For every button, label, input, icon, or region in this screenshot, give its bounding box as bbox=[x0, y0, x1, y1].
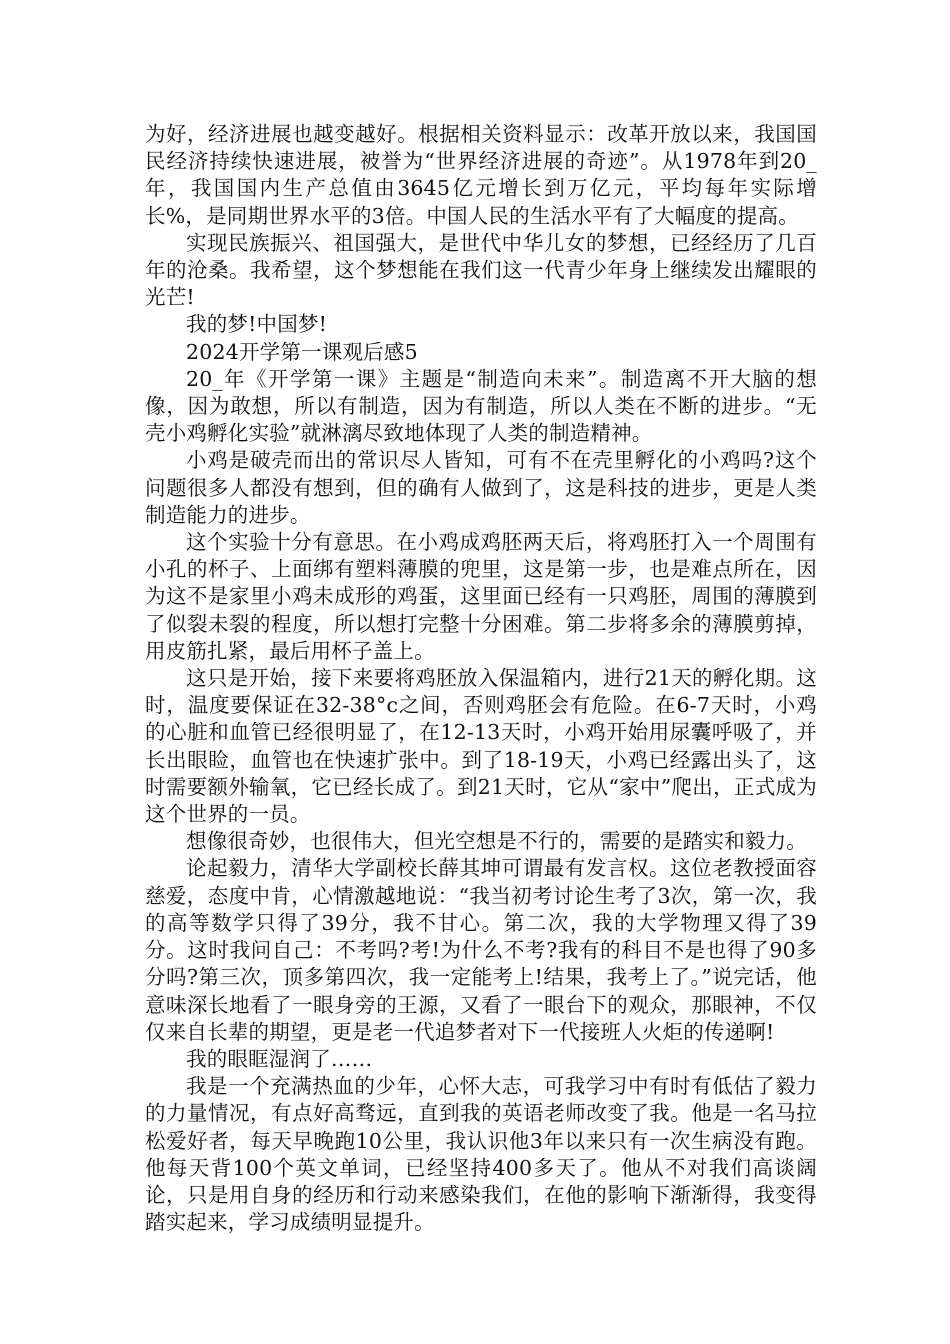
paragraph: 我是一个充满热血的少年，心怀大志，可我学习中有时有低估了毅力的力量情况，有点好高骛远，直到我的英语老师改变了我。他是一名马拉松爱好者，每天早晚跑10公里，我认识他3年以来只有一次生病没有跑。他每天背100个英文单词，已经坚持400多天了。他从不对我们高谈阔论，只是用自身的经历和行动来感染我们，在他的影响下渐渐得，我变得踏实起来，学习成绩明显提升。 bbox=[145, 1074, 817, 1235]
paragraph: 实现民族振兴、祖国强大，是世代中华儿女的梦想，已经经历了几百年的沧桑。我希望，这个梦想能在我们这一代青少年身上继续发出耀眼的光芒! bbox=[145, 230, 817, 310]
paragraph: 小鸡是破壳而出的常识尽人皆知，可有不在壳里孵化的小鸡吗?这个问题很多人都没有想到，但的确有人做到了，这是科技的进步，更是人类制造能力的进步。 bbox=[145, 448, 817, 527]
paragraph: 这只是开始，接下来要将鸡胚放入保温箱内，进行21天的孵化期。这时，温度要保证在32-38°c之间，否则鸡胚会有危险。在6-7天时，小鸡的心脏和血管已经很明显了，在12-13天时，小鸡开始用尿囊呼吸了，并长出眼睑，血管也在快速扩张中。到了18-19天，小鸡已经露出头了，这时需要额外输氧，它已经长成了。到21天时，它从“家中”爬出，正式成为这个世界的一员。 bbox=[145, 666, 817, 827]
paragraph: 我的眼眶湿润了…… bbox=[186, 1046, 373, 1071]
paragraph: 想像很奇妙，也很伟大，但光空想是不行的，需要的是踏实和毅力。 bbox=[186, 829, 807, 854]
paragraph: 为好，经济进展也越变越好。根据相关资料显示：改革开放以来，我国国民经济持续快速进展，被誉为“世界经济进展的奇迹”。从1978年到20_年，我国国内生产总值由3645亿元增长到万亿元，平均每年实际增长%，是同期世界水平的3倍。中国人民的生活水平有了大幅度的提高。 bbox=[145, 122, 817, 228]
paragraph: 这个实验十分有意思。在小鸡成鸡胚两天后，将鸡胚打入一个周围有小孔的杯子、上面绑有塑料薄膜的兜里，这是第一步，也是难点所在，因为这不是家里小鸡未成形的鸡蛋，这里面已经有一只鸡胚，周围的薄膜到了似裂未裂的程度，所以想打完整十分困难。第二步将多余的薄膜剪掉，用皮筋扎紧，最后用杯子盖上。 bbox=[145, 530, 817, 663]
paragraph: 论起毅力，清华大学副校长薛其坤可谓最有发言权。这位老教授面容慈爱，态度中肯，心情激越地说：“我当初考讨论生考了3次，第一次，我的高等数学只得了39分，我不甘心。第二次，我的大学物理又得了39分。这时我问自己：不考吗?考!为什么不考?我有的科目不是也得了90多分吗?第三次，顶多第四次，我一定能考上!结果，我考上了。”说完话，他意味深长地看了一眼身旁的王源，又看了一眼台下的观众，那眼神，不仅仅来自长辈的期望，更是老一代追梦者对下一代接班人火炬的传递啊! bbox=[145, 856, 817, 1044]
paragraph: 我的梦!中国梦! bbox=[186, 312, 328, 337]
document-page bbox=[145, 121, 817, 1236]
section-heading: 2024开学第一课观后感5 bbox=[186, 339, 418, 364]
paragraph: 20_年《开学第一课》主题是“制造向未来”。制造离不开大脑的想像，因为敢想，所以有制造，因为有制造，所以人类在不断的进步。“无壳小鸡孵化实验”就淋漓尽致地体现了人类的制造精神。 bbox=[145, 366, 817, 446]
